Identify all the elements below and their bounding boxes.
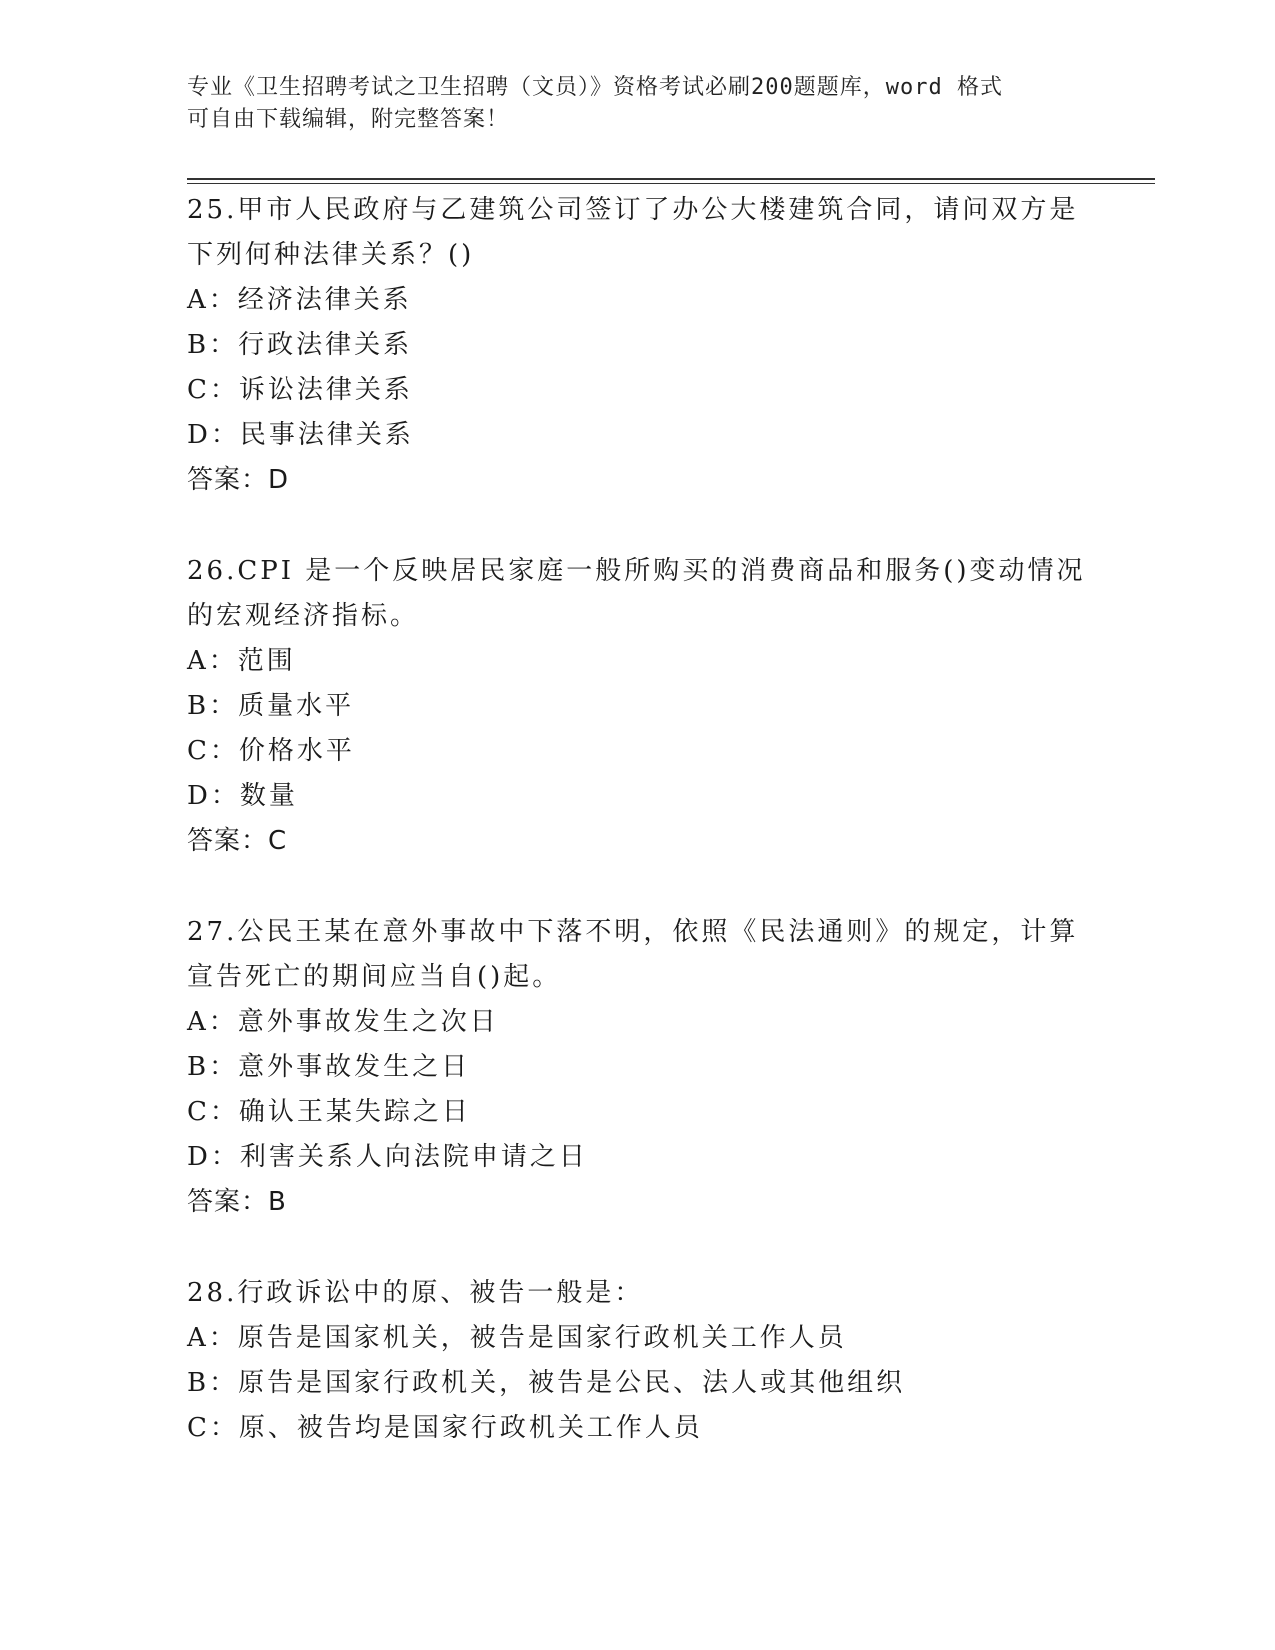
option-b: B：原告是国家行政机关，被告是公民、法人或其他组织 (187, 1368, 906, 1398)
answer-label: 答案：B (187, 1187, 287, 1217)
option-a: A：原告是国家机关，被告是国家行政机关工作人员 (187, 1323, 847, 1353)
question-25 (187, 188, 1087, 503)
question-28 (187, 1271, 1087, 1451)
answer-label: 答案：D (187, 465, 290, 495)
header-divider-thick (187, 178, 1155, 180)
option-c: C：确认王某失踪之日 (187, 1097, 471, 1127)
spacer (187, 1225, 1087, 1271)
header-line-1: 专业《卫生招聘考试之卫生招聘（文员）》资格考试必刷200题题库，word 格式 (187, 75, 1003, 100)
header-divider-thin (187, 183, 1155, 184)
option-a: A：范围 (187, 646, 296, 676)
option-a: A：经济法律关系 (187, 285, 412, 315)
option-a: A：意外事故发生之次日 (187, 1007, 499, 1037)
spacer (187, 864, 1087, 910)
answer-label: 答案：C (187, 826, 288, 856)
question-stem-line: 25.甲市人民政府与乙建筑公司签订了办公大楼建筑合同，请问双方是 (187, 195, 1079, 225)
option-c: C：诉讼法律关系 (187, 375, 413, 405)
option-b: B：意外事故发生之日 (187, 1052, 471, 1082)
question-list (187, 188, 1087, 1451)
option-d: D：数量 (187, 781, 298, 811)
question-26 (187, 549, 1087, 864)
option-c: C：原、被告均是国家行政机关工作人员 (187, 1413, 703, 1443)
document-header (187, 72, 1067, 136)
spacer (187, 503, 1087, 549)
question-stem-line: 27.公民王某在意外事故中下落不明，依照《民法通则》的规定，计算 (187, 917, 1079, 947)
header-line-2: 可自由下载编辑，附完整答案！ (187, 107, 510, 132)
question-stem-line: 宣告死亡的期间应当自()起。 (187, 962, 562, 992)
question-27 (187, 910, 1087, 1225)
option-b: B：质量水平 (187, 691, 355, 721)
question-stem-line: 下列何种法律关系？() (187, 240, 475, 270)
option-d: D：利害关系人向法院申请之日 (187, 1142, 588, 1172)
question-stem-line: 28.行政诉讼中的原、被告一般是： (187, 1278, 644, 1308)
question-stem-line: 的宏观经济指标。 (187, 601, 420, 631)
question-stem-line: 26.CPI 是一个反映居民家庭一般所购买的消费商品和服务()变动情况 (187, 556, 1086, 586)
option-c: C：价格水平 (187, 736, 355, 766)
option-d: D：民事法律关系 (187, 420, 414, 450)
option-b: B：行政法律关系 (187, 330, 413, 360)
